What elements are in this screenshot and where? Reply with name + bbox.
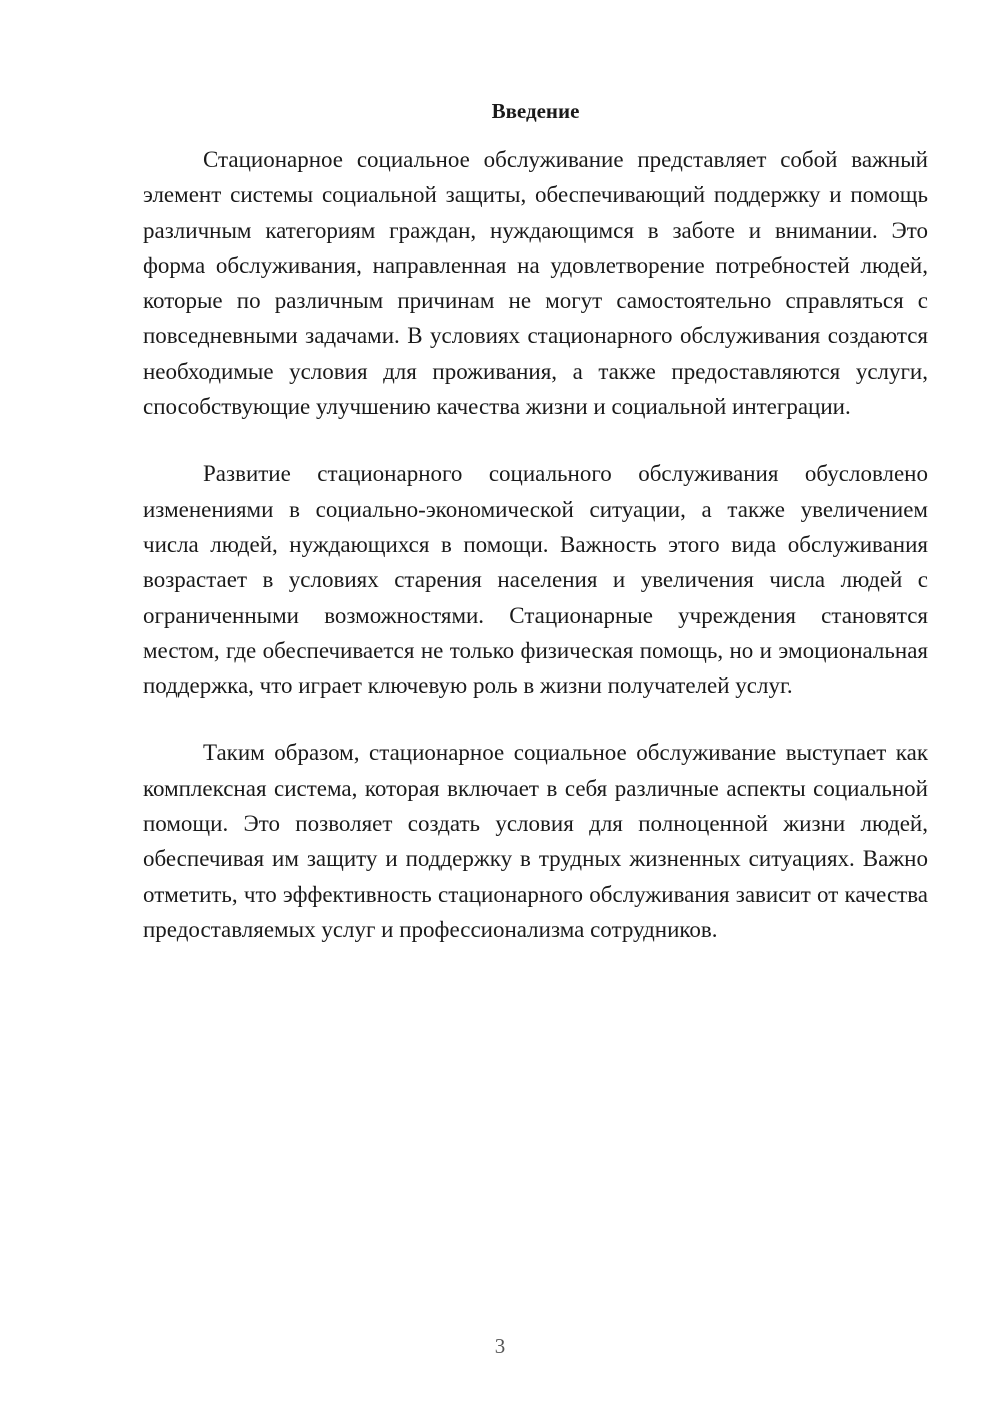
paragraph-conclusion: Таким образом, стационарное социальное обслуживание выступает как комплексная система, которая включает в себя различные аспекты социальной помощи. Это позволяет создать условия для полноценной жизни людей, обеспечивая им защиту и поддержку в трудных жизненных ситуациях. Важно отметить, что эффективность стационарного обслуживания зависит от качества предоставляемых услуг и профессионализма сотрудников. (143, 740, 928, 942)
paragraph-intro: Стационарное социальное обслуживание представляет собой важный элемент системы социальной защиты, обеспечивающий поддержку и помощь различным категориям граждан, нуждающимся в заботе и внимании. Это форма обслуживания, направленная на удовлетворение потребностей людей, которые по различным причинам не могут самостоятельно справляться с повседневными задачами. В условиях стационарного обслуживания создаются необходимые условия для проживания, а также предоставляются услуги, способствующие улучшению качества жизни и социальной интеграции. (143, 147, 928, 420)
paragraph-development: Развитие стационарного социального обслуживания обусловлено изменениями в социально-экономической ситуации, а также увеличением числа людей, нуждающихся в помощи. Важность этого вида обслуживания возрастает в условиях старения населения и увеличения числа людей с ограниченными возможностями. Стационарные учреждения становятся местом, где обеспечивается не только физическая помощь, но и эмоциональная поддержка, что играет ключевую роль в жизни получателей услуг. (143, 461, 928, 699)
page-number: 3 (494, 1334, 506, 1358)
page-title: Введение (491, 99, 580, 123)
document-body (143, 142, 928, 979)
